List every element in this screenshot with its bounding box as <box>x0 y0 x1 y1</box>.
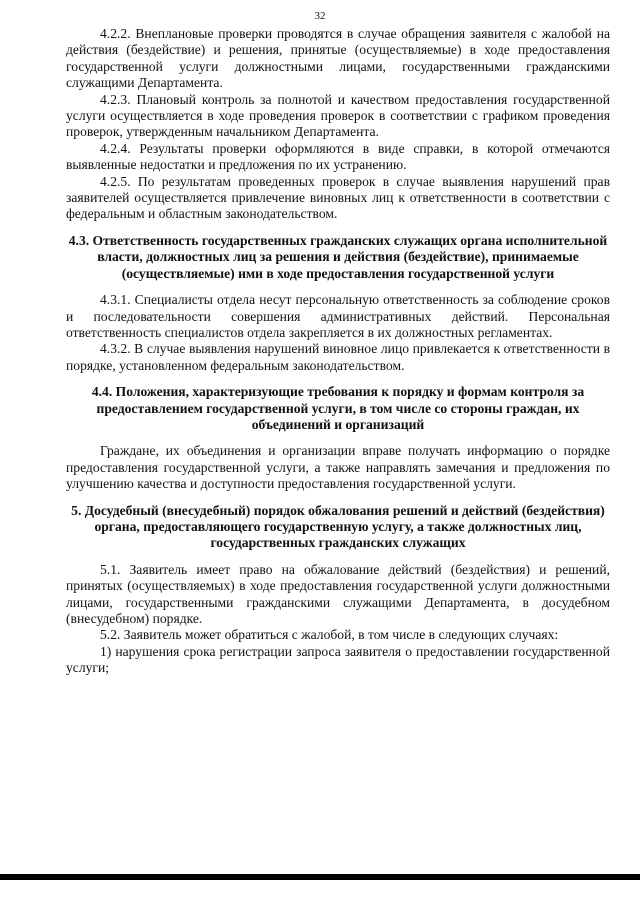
bottom-scan-edge <box>0 874 640 880</box>
document-body <box>66 26 610 677</box>
paragraph-4-3-2: 4.3.2. В случае выявления нарушений виновное лицо привлекается к ответственности в порядке, установленном федеральным законодательством. <box>66 341 610 373</box>
paragraph-4-2-5: 4.2.5. По результатам проведенных проверок в случае выявления нарушений прав заявителей осуществляется привлечение виновных лиц к ответственности в соответствии с федеральным и областным законодательством. <box>66 173 610 222</box>
paragraph-4-2-3: 4.2.3. Плановый контроль за полнотой и качеством предоставления государственной услуги осуществляется в ходе проведения проверок в соответствии с графиком проведения проверок, утвержденным начальником Департамента. <box>66 91 610 140</box>
paragraph-5-1: 5.1. Заявитель имеет право на обжалование действий (бездействия) и решений, принятых (осуществляемых) в ходе предоставления государственной услуги должностными лицами, государственными гражданскими служащими Департамента, в досудебном (внесудебном) порядке. <box>66 561 610 626</box>
section-heading-5: 5. Досудебный (внесудебный) порядок обжалования решений и действий (бездействия) органа, предоставляющего государственную услугу, а также должностных лиц, государственных гражданских служащих <box>71 502 605 551</box>
section-heading-4-3: 4.3. Ответственность государственных гражданских служащих органа исполнительной власти, должностных лиц за решения и действия (бездействие), принимаемые (осуществляемые) ими в ходе предоставления государственной услуги <box>68 232 608 281</box>
page-number: 32 <box>314 10 326 22</box>
paragraph-4-3-1: 4.3.1. Специалисты отдела несут персональную ответственность за соблюдение сроков и последовательности совершения административных действий. Персональная ответственность специалистов отдела закрепляется в их должностных регламентах. <box>66 292 610 340</box>
list-item-1: 1) нарушения срока регистрации запроса заявителя о предоставлении государственной услуги; <box>66 643 610 676</box>
paragraph-5-2: 5.2. Заявитель может обратиться с жалобой, в том числе в следующих случаях: <box>100 627 559 643</box>
paragraph-4-4-text: Граждане, их объединения и организации вправе получать информацию о порядке предоставления государственной услуги, а также направлять замечания и предложения по улучшению качества и доступности предоставления государственной услуги. <box>66 443 610 492</box>
paragraph-4-2-4: 4.2.4. Результаты проверки оформляются в виде справки, в которой отмечаются выявленные недостатки и предложения по их устранению. <box>66 140 610 173</box>
paragraph-4-2-2: 4.2.2. Внеплановые проверки проводятся в случае обращения заявителя с жалобой на действия (бездействие) и решения, принятые (осуществляемые) в ходе предоставления государственной услуги должностными лицами, государственными гражданскими служащими Департамента. <box>66 26 610 91</box>
section-heading-4-4: 4.4. Положения, характеризующие требования к порядку и формам контроля за предоставлением государственной услуги, в том числе со стороны граждан, их объединений и организаций <box>91 384 585 432</box>
